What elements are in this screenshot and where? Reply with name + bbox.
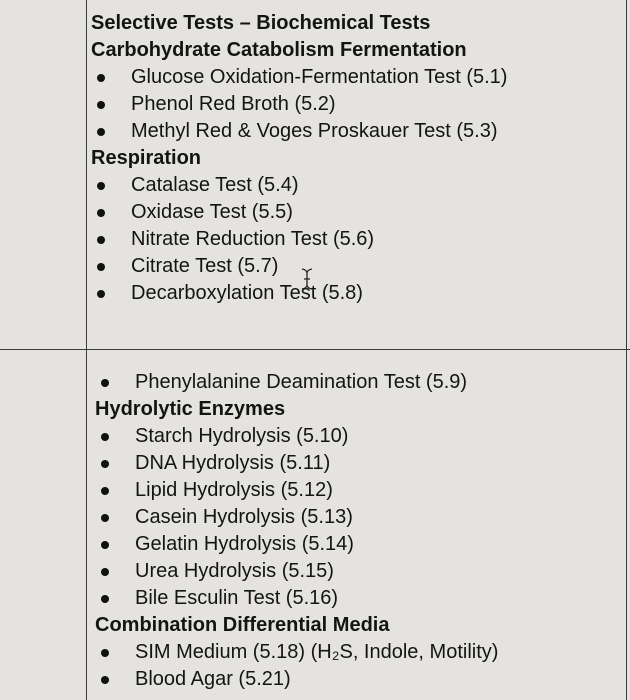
- list-item: [95, 585, 498, 612]
- bullet-icon: [101, 676, 109, 684]
- list-item: [95, 369, 498, 396]
- bullet-icon: [97, 263, 105, 271]
- list-item-label: DNA Hydrolysis (5.11): [135, 452, 331, 474]
- carbohydrate-heading: Carbohydrate Catabolism Fermentation: [91, 39, 467, 61]
- bullet-icon: [97, 209, 105, 217]
- list-item: [95, 639, 498, 666]
- section-title: Selective Tests – Biochemical Tests: [91, 12, 431, 34]
- list-item: [91, 226, 507, 253]
- bullet-icon: [101, 460, 109, 468]
- list-item-label: Glucose Oxidation-Fermentation Test (5.1): [131, 66, 508, 88]
- list-item-label: Phenol Red Broth (5.2): [131, 93, 336, 115]
- table-row-divider: [0, 349, 630, 350]
- list-item: [95, 666, 498, 693]
- list-item: [95, 477, 498, 504]
- respiration-heading: Respiration: [91, 147, 202, 169]
- list-item-label: Starch Hydrolysis (5.10): [135, 425, 349, 447]
- bullet-icon: [101, 487, 109, 495]
- list-item: [91, 91, 507, 118]
- list-item: [95, 423, 498, 450]
- bullet-icon: [101, 433, 109, 441]
- text-cursor-icon: [300, 268, 314, 290]
- bullet-icon: [101, 514, 109, 522]
- bullet-icon: [97, 101, 105, 109]
- bottom-table-cell: [95, 369, 498, 693]
- bullet-icon: [97, 128, 105, 136]
- list-item-label: Decarboxylation Test (5.8): [131, 282, 363, 304]
- table-right-border: [626, 0, 627, 700]
- bullet-icon: [97, 236, 105, 244]
- hydrolytic-heading: Hydrolytic Enzymes: [95, 398, 286, 420]
- bullet-icon: [97, 290, 105, 298]
- bullet-icon: [101, 568, 109, 576]
- combination-heading: Combination Differential Media: [95, 614, 390, 636]
- list-item-label: Nitrate Reduction Test (5.6): [131, 228, 375, 250]
- list-item: [95, 504, 498, 531]
- bullet-icon: [101, 649, 109, 657]
- list-item-label: SIM Medium (5.18) (H₂S, Indole, Motility): [135, 641, 499, 663]
- list-item: [95, 558, 498, 585]
- list-item-label: Catalase Test (5.4): [131, 174, 299, 196]
- bullet-icon: [101, 379, 109, 387]
- list-item-label: Oxidase Test (5.5): [131, 201, 293, 223]
- list-item-label: Citrate Test (5.7): [131, 255, 279, 277]
- table-left-border: [86, 0, 87, 700]
- bullet-icon: [101, 595, 109, 603]
- list-item-label: Bile Esculin Test (5.16): [135, 587, 339, 609]
- list-item-label: Urea Hydrolysis (5.15): [135, 560, 334, 582]
- list-item: [95, 450, 498, 477]
- list-item-label: Casein Hydrolysis (5.13): [135, 506, 353, 528]
- list-item: [91, 64, 507, 91]
- list-item: [91, 118, 507, 145]
- list-item-label: Lipid Hydrolysis (5.12): [135, 479, 333, 501]
- list-item: [91, 199, 507, 226]
- list-item-label: Methyl Red & Voges Proskauer Test (5.3): [131, 120, 498, 142]
- bullet-icon: [97, 74, 105, 82]
- bullet-icon: [101, 541, 109, 549]
- list-item-label: Blood Agar (5.21): [135, 668, 291, 690]
- list-item: [91, 172, 507, 199]
- list-item-label: Gelatin Hydrolysis (5.14): [135, 533, 354, 555]
- list-item-label: Phenylalanine Deamination Test (5.9): [135, 371, 468, 393]
- top-table-cell: [91, 10, 507, 307]
- bullet-icon: [97, 182, 105, 190]
- list-item: [95, 531, 498, 558]
